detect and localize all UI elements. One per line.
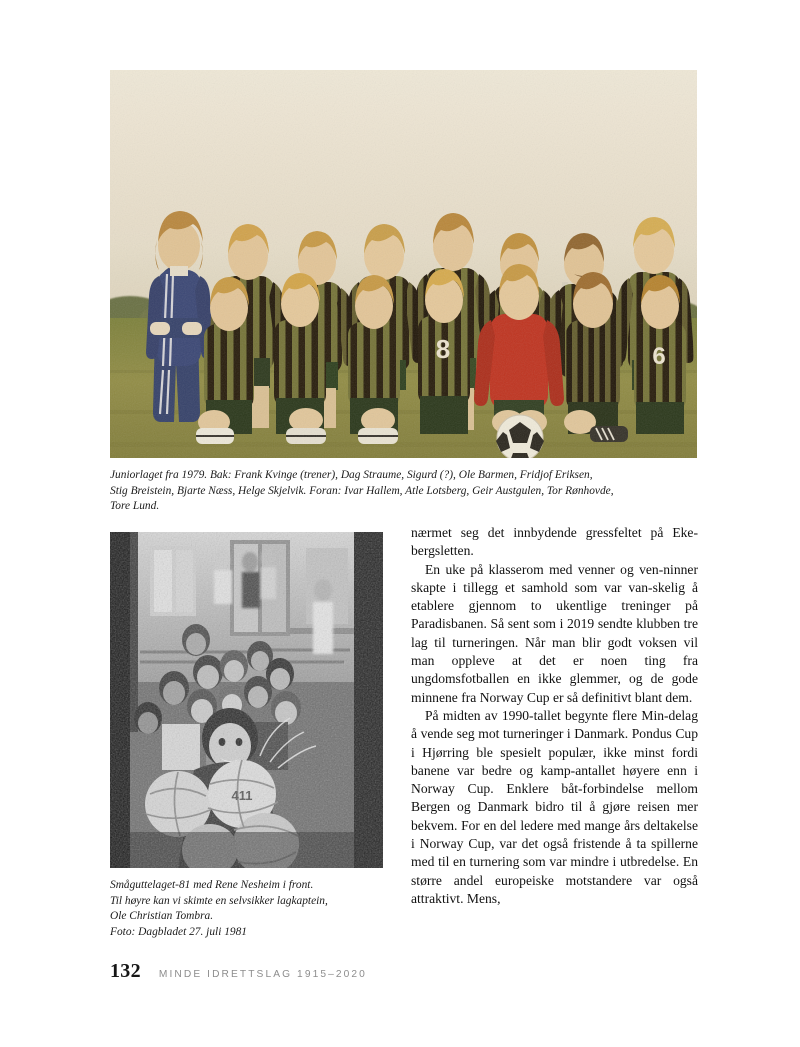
- caption-top-photo: [110, 468, 700, 515]
- smaguttelaget-81-newspaper-photo: [110, 532, 383, 868]
- team-photo-artwork: [110, 70, 697, 458]
- running-head: MINDE IDRETTSLAG 1915–2020: [158, 969, 367, 980]
- caption-line: Ole Christian Tombra.: [110, 910, 214, 923]
- caption-line: Juniorlaget fra 1979. Bak: Frank Kvinge (trener), Dag Straume, Sigurd (?), Ole Barmen, Fridjof Eriksen,: [110, 469, 593, 481]
- page-footer: [110, 960, 367, 983]
- caption-line: Stig Breistein, Bjarte Næss, Helge Skjelvik. Foran: Ivar Hallem, Atle Lotsberg, Geir Austgulen, Tor Rønhovde,: [110, 484, 614, 497]
- juniorlaget-1979-team-photo: [110, 70, 697, 458]
- body-paragraph: nærmet seg det innbydende gressfeltet på Eke-bergsletten.: [411, 525, 698, 559]
- caption-line: Tore Lund.: [110, 500, 160, 513]
- caption-bottom-photo: [110, 878, 400, 940]
- caption-line: Småguttelaget-81 med Rene Nesheim i front.: [110, 879, 314, 891]
- caption-line: Foto: Dagbladet 27. juli 1981: [110, 925, 247, 938]
- page-number: 132: [110, 960, 141, 982]
- body-text-column: [411, 524, 698, 908]
- body-paragraph: En uke på klasserom med venner og ven-ninner skapte i tillegg et samhold som var van-skelig å etablere gjennom to ukentlige treninger på Paradisbanen. Så sent som i 2019 sendte klubben tre lag til turneringen. Når man blir godt voksen vil man oppleve at det er noen ting fra ungdomsfotballen en ikke glemmer, og de gode minnene fra Norway Cup er så definitivt blant dem.: [411, 561, 698, 705]
- body-paragraph: På midten av 1990-tallet begynte flere Min-delag å vende seg mot turneringer i Danmark. Pondus Cup i Hjørring ble spesielt populær, ikke minst fordi banene var bedre og kamp-antallet høyere enn i Norway Cup. Enklere båt-forbindelse mellom Bergen og Danmark bidro til å gjøre reisen mer bekvem. For en del ledere med mange års deltakelse i Norway Cup, var det også fristende å ta spillerne med til en turnering som var mindre i utbredelse. En større andel europeiske motstandere var også attraktivt. Mens,: [411, 707, 698, 906]
- caption-line: Til høyre kan vi skimte en selvsikker lagkaptein,: [110, 894, 328, 907]
- newspaper-photo-artwork: [110, 532, 383, 868]
